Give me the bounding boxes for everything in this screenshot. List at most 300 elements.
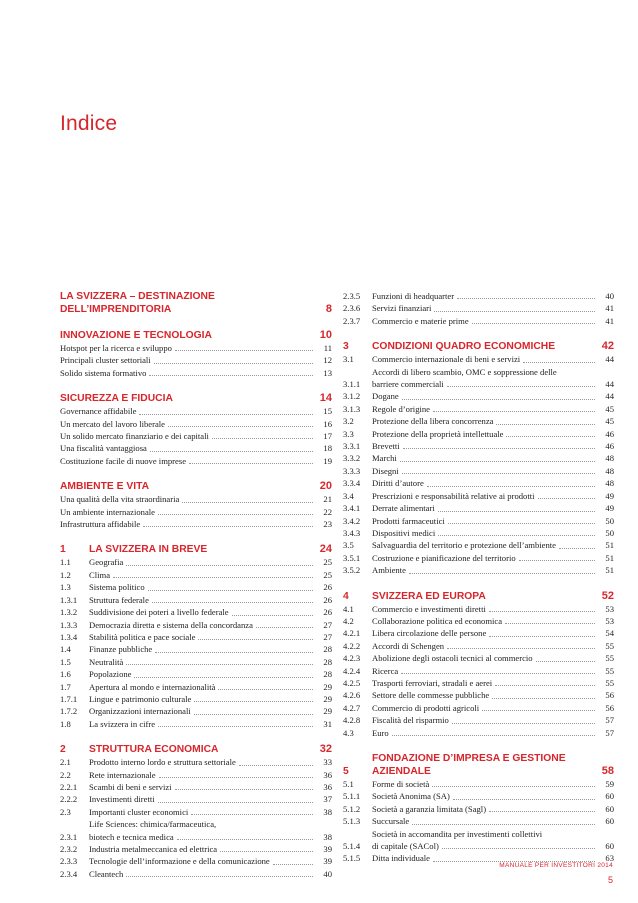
entry-title-text: La svizzera in cifre xyxy=(89,718,156,729)
entry-title xyxy=(372,452,598,464)
toc-entry[interactable] xyxy=(60,656,332,668)
entry-title-line: Società in accomandita per investimenti collettivi xyxy=(372,828,543,839)
toc-entry[interactable] xyxy=(343,689,614,701)
entry-number: 4.2.4 xyxy=(343,665,361,676)
entry-title xyxy=(372,515,598,527)
entry-title xyxy=(60,506,316,518)
spacer xyxy=(343,739,614,752)
entry-title-text: Settore delle commesse pubbliche xyxy=(372,690,490,701)
entry-title-text: Funzioni di headquarter xyxy=(372,291,455,301)
entry-title xyxy=(372,714,598,726)
toc-entry[interactable] xyxy=(343,615,614,627)
toc-left-column xyxy=(60,290,332,880)
entry-page: 38 xyxy=(323,831,332,842)
section-heading[interactable] xyxy=(60,392,332,405)
entry-page: 39 xyxy=(323,844,332,854)
entry-page: 63 xyxy=(605,853,614,864)
dot-leader xyxy=(175,350,313,351)
entry-page: 48 xyxy=(605,478,614,489)
entry-number: 2.2 xyxy=(60,769,71,780)
entry-title-text: Un mercato del lavoro liberale xyxy=(60,418,165,429)
toc-entry[interactable] xyxy=(60,418,332,430)
entry-title xyxy=(372,702,598,714)
entry-title xyxy=(372,665,598,677)
dot-leader xyxy=(402,473,595,474)
toc-entry[interactable] xyxy=(60,569,332,581)
toc-entry[interactable] xyxy=(343,778,614,790)
entry-title xyxy=(372,615,598,627)
toc-entry[interactable] xyxy=(60,855,332,867)
entry-number: 1.8 xyxy=(60,718,71,729)
entry-title-text: Euro xyxy=(372,727,389,738)
section-page: 58 xyxy=(601,765,614,777)
toc-entry[interactable] xyxy=(60,430,332,442)
entry-title xyxy=(372,353,598,365)
entry-title xyxy=(89,693,316,705)
entry-title-text: Popolazione xyxy=(89,669,132,680)
dot-leader xyxy=(392,735,595,736)
toc-entry[interactable] xyxy=(343,452,614,464)
toc-entry[interactable] xyxy=(343,627,614,639)
entry-page: 23 xyxy=(323,519,332,530)
entry-title xyxy=(372,552,598,564)
entry-title-text: Succursale xyxy=(372,816,410,827)
section-page: 42 xyxy=(601,340,614,353)
entry-title-text: Stabilità politica e pace sociale xyxy=(89,631,196,642)
dot-leader xyxy=(452,723,595,724)
entry-title xyxy=(89,769,316,781)
toc-entry[interactable] xyxy=(60,493,332,505)
entry-page: 55 xyxy=(605,653,614,664)
entry-number: 1.1 xyxy=(60,557,71,568)
entry-number: 1.5 xyxy=(60,656,71,667)
section-title: LA SVIZZERA IN BREVE xyxy=(89,544,208,556)
spacer xyxy=(60,316,332,329)
toc-entry[interactable] xyxy=(343,727,614,739)
entry-page: 36 xyxy=(323,781,332,792)
toc-entry[interactable] xyxy=(60,756,332,768)
entry-number: 1.3.3 xyxy=(60,619,78,630)
toc-entry[interactable] xyxy=(60,518,332,530)
toc-entry[interactable] xyxy=(60,606,332,618)
dot-leader xyxy=(447,648,595,649)
entry-page: 51 xyxy=(605,540,614,551)
entry-number: 3.3.4 xyxy=(343,478,361,489)
toc-entry[interactable] xyxy=(343,539,614,551)
toc-entry[interactable] xyxy=(60,668,332,680)
entry-title xyxy=(372,428,598,440)
entry-title xyxy=(89,631,316,643)
section-number: 4 xyxy=(343,590,349,602)
toc-entry[interactable] xyxy=(343,490,614,502)
dot-leader xyxy=(536,661,595,662)
entry-page: 56 xyxy=(605,690,614,701)
entry-page: 56 xyxy=(605,702,614,713)
entry-number: 1.7 xyxy=(60,681,71,692)
dot-leader xyxy=(442,848,595,849)
toc-entry[interactable] xyxy=(60,594,332,606)
dot-leader xyxy=(472,323,595,324)
entry-title-text: Costruzione e pianificazione del territorio xyxy=(372,552,516,563)
entry-number: 4.1 xyxy=(343,603,354,614)
entry-title-text: Sistema politico xyxy=(89,582,145,593)
toc-entry[interactable] xyxy=(343,665,614,677)
entry-title-text: Abolizione degli ostacoli tecnici al commercio xyxy=(372,653,533,664)
toc-entry[interactable] xyxy=(60,442,332,454)
toc-entry[interactable] xyxy=(60,367,332,379)
entry-title xyxy=(89,668,316,680)
toc-entry[interactable] xyxy=(60,556,332,568)
section-number: 2 xyxy=(60,744,66,756)
toc-entry[interactable] xyxy=(343,790,614,802)
entry-page: 54 xyxy=(605,628,614,639)
toc-entry[interactable] xyxy=(343,702,614,714)
entry-page: 18 xyxy=(323,443,332,454)
section-title-line: FONDAZIONE D’IMPRESA E GESTIONE xyxy=(372,753,566,764)
entry-page: 45 xyxy=(605,403,614,414)
entry-title xyxy=(372,290,598,302)
toc-entry[interactable] xyxy=(343,803,614,815)
entry-number: 3.3.1 xyxy=(343,441,361,452)
toc-entry[interactable] xyxy=(343,415,614,427)
section-title: STRUTTURA ECONOMICA xyxy=(89,744,219,756)
entry-page: 37 xyxy=(323,794,332,805)
entry-page: 29 xyxy=(323,706,332,717)
entry-title xyxy=(89,594,316,606)
entry-title-text: Organizzazioni internazionali xyxy=(89,706,191,717)
toc-entry[interactable] xyxy=(343,502,614,514)
toc-entry[interactable] xyxy=(60,818,332,843)
dot-leader xyxy=(198,639,313,640)
entry-title xyxy=(60,518,316,530)
entry-title-text: Dispositivi medici xyxy=(372,527,436,538)
entry-title-text: Prescrizioni e responsabilità relative ai prodotti xyxy=(372,490,535,501)
entry-page: 50 xyxy=(605,527,614,538)
entry-title-text: Commercio e materie prime xyxy=(372,315,469,326)
toc-entry[interactable] xyxy=(60,342,332,354)
entry-number: 5.1.1 xyxy=(343,791,361,802)
dot-leader xyxy=(168,426,313,427)
entry-page: 46 xyxy=(605,441,614,452)
toc-entry[interactable] xyxy=(60,405,332,417)
section-title-line: AZIENDALE xyxy=(372,766,431,777)
entry-title-line: barriere commerciali xyxy=(372,379,444,390)
entry-page: 57 xyxy=(605,715,614,726)
entry-title xyxy=(89,781,316,793)
dot-leader xyxy=(400,461,595,462)
section-title: LA SVIZZERA – DESTINAZIONE DELL’IMPRENDITORIA xyxy=(60,291,215,315)
dot-leader xyxy=(402,399,595,400)
dot-leader xyxy=(538,498,595,499)
dot-leader xyxy=(177,839,313,840)
entry-number: 5.1 xyxy=(343,779,354,789)
entry-number: 3.4.3 xyxy=(343,527,361,538)
entry-page: 45 xyxy=(605,416,614,427)
entry-title-text: Una qualità della vita straordinaria xyxy=(60,494,180,505)
entry-title-text: Disegni xyxy=(372,465,399,476)
entry-number: 2.3.3 xyxy=(60,856,78,867)
entry-number: 3.5.2 xyxy=(343,565,361,576)
entry-title-text: Infrastruttura affidabile xyxy=(60,519,141,530)
entry-number: 3.5.1 xyxy=(343,552,361,563)
entry-number: 2.3 xyxy=(60,806,71,817)
entry-title-text: Protezione della libera concorrenza xyxy=(372,416,494,427)
entry-title xyxy=(60,405,316,417)
toc-entry[interactable] xyxy=(60,793,332,805)
toc-entry[interactable] xyxy=(343,828,614,853)
toc-entry[interactable] xyxy=(60,506,332,518)
toc-entry[interactable] xyxy=(343,640,614,652)
section-heading[interactable] xyxy=(60,329,332,342)
entry-page: 28 xyxy=(323,644,332,655)
entry-number: 1.6 xyxy=(60,669,71,680)
toc-entry[interactable] xyxy=(343,677,614,689)
entry-number: 4.2.3 xyxy=(343,653,361,664)
toc-entry[interactable] xyxy=(343,515,614,527)
section-page: 24 xyxy=(319,543,332,556)
dot-leader xyxy=(126,876,313,877)
entry-title xyxy=(372,527,598,539)
toc-entry[interactable] xyxy=(343,390,614,402)
section-title: AMBIENTE E VITA xyxy=(60,481,150,493)
entry-title-text: Un ambiente internazionale xyxy=(60,506,155,517)
entry-page: 25 xyxy=(323,557,332,568)
entry-title xyxy=(60,367,316,379)
toc-entry[interactable] xyxy=(343,302,614,314)
entry-page: 46 xyxy=(605,428,614,439)
section-number: 1 xyxy=(60,544,66,556)
spacer xyxy=(60,530,332,543)
entry-number: 1.2 xyxy=(60,569,71,580)
entry-title-text: Hotspot per la ricerca e sviluppo xyxy=(60,343,172,353)
entry-title-text: Regole d’origine xyxy=(372,403,430,414)
entry-number: 1.3.4 xyxy=(60,631,78,642)
entry-title xyxy=(372,828,598,853)
entry-title-text: Neutralità xyxy=(89,656,124,667)
toc-entry[interactable] xyxy=(343,815,614,827)
section-page: 14 xyxy=(319,392,332,405)
entry-title-cont xyxy=(89,831,316,843)
entry-title xyxy=(60,342,316,354)
entry-page: 29 xyxy=(323,693,332,704)
toc-entry[interactable] xyxy=(343,428,614,440)
toc-entry[interactable] xyxy=(60,354,332,366)
entry-number: 1.7.2 xyxy=(60,706,78,717)
section-heading[interactable] xyxy=(60,480,332,493)
toc-entry[interactable] xyxy=(60,843,332,855)
entry-title-text: Governance affidabile xyxy=(60,406,137,417)
dot-leader xyxy=(175,789,313,790)
dot-leader xyxy=(194,714,313,715)
entry-page: 31 xyxy=(323,718,332,729)
entry-page: 57 xyxy=(605,727,614,738)
entry-title xyxy=(372,490,598,502)
entry-title xyxy=(372,539,598,551)
entry-title xyxy=(89,756,316,768)
entry-title xyxy=(89,619,316,631)
dot-leader xyxy=(139,414,313,415)
toc-entry[interactable] xyxy=(343,564,614,576)
toc-entry[interactable] xyxy=(60,718,332,730)
entry-title xyxy=(372,815,598,827)
toc-entry[interactable] xyxy=(343,403,614,415)
entry-number: 2.2.1 xyxy=(60,781,78,792)
toc-entry[interactable] xyxy=(343,366,614,391)
entry-title-text: Marchi xyxy=(372,453,397,464)
entry-number: 3.3.2 xyxy=(343,453,361,464)
section-heading[interactable] xyxy=(343,340,614,353)
dot-leader xyxy=(409,573,595,574)
section-number: 3 xyxy=(343,341,349,353)
dot-leader xyxy=(158,802,313,803)
entry-title xyxy=(60,493,316,505)
entry-page: 26 xyxy=(323,594,332,605)
dot-leader xyxy=(220,851,313,852)
entry-number: 1.4 xyxy=(60,644,71,655)
dot-leader xyxy=(189,463,313,464)
entry-title xyxy=(372,778,598,790)
toc-entry[interactable] xyxy=(343,552,614,564)
entry-page: 44 xyxy=(605,354,614,365)
dot-leader xyxy=(113,577,313,578)
toc-entry[interactable] xyxy=(60,806,332,818)
entry-title-text: Commercio e investimenti diretti xyxy=(372,603,486,614)
entry-number: 3.4 xyxy=(343,490,354,501)
dot-leader xyxy=(495,685,595,686)
entry-title-text: Solido sistema formativo xyxy=(60,367,147,378)
entry-title xyxy=(372,689,598,701)
section-page: 20 xyxy=(319,480,332,493)
section-heading[interactable] xyxy=(60,743,332,756)
entry-page: 22 xyxy=(323,506,332,517)
entry-number: 3.1 xyxy=(343,354,354,365)
section-heading[interactable] xyxy=(60,543,332,556)
toc-entry[interactable] xyxy=(343,477,614,489)
toc-entry[interactable] xyxy=(60,705,332,717)
toc-entry[interactable] xyxy=(60,781,332,793)
entry-title-text: Ambiente xyxy=(372,565,406,576)
entry-page: 13 xyxy=(323,367,332,378)
entry-page: 60 xyxy=(605,791,614,802)
section-title: SVIZZERA ED EUROPA xyxy=(372,590,486,602)
entry-title-text: Servizi finanziari xyxy=(372,303,432,314)
entry-page: 36 xyxy=(323,769,332,780)
dot-leader xyxy=(427,486,595,487)
entry-title-text: Collaborazione politica ed economica xyxy=(372,615,503,626)
entry-title-text: Cleantech xyxy=(89,868,124,879)
entry-title xyxy=(60,455,316,467)
entry-title-text: Importanti cluster economici xyxy=(89,806,189,817)
entry-number: 2.3.2 xyxy=(60,844,78,854)
entry-number: 5.1.2 xyxy=(343,803,361,814)
entry-number: 2.3.5 xyxy=(343,291,361,301)
dot-leader xyxy=(453,799,595,800)
entry-page: 44 xyxy=(605,391,614,402)
entry-page: 33 xyxy=(323,757,332,768)
entry-number: 1.3.1 xyxy=(60,594,78,605)
entry-title xyxy=(60,354,316,366)
toc-entry[interactable] xyxy=(60,581,332,593)
toc-entry[interactable] xyxy=(60,455,332,467)
dot-leader xyxy=(232,615,313,616)
entry-title xyxy=(372,640,598,652)
entry-number: 4.2.5 xyxy=(343,677,361,688)
entry-title-text: Dogane xyxy=(372,391,399,402)
entry-page: 27 xyxy=(323,631,332,642)
section-page: 10 xyxy=(319,329,332,341)
entry-title-text: Una fiscalità vantaggiosa xyxy=(60,443,147,454)
dot-leader xyxy=(457,298,595,299)
toc-entry[interactable] xyxy=(343,714,614,726)
entry-title-text: Società Anonima (SA) xyxy=(372,791,450,802)
toc-entry[interactable] xyxy=(60,619,332,631)
entry-title-text: Geografia xyxy=(89,557,124,568)
entry-number: 2.3.7 xyxy=(343,315,361,326)
toc-entry[interactable] xyxy=(60,868,332,880)
entry-title-text: Protezione della proprietà intellettuale xyxy=(372,428,504,439)
entry-page: 27 xyxy=(323,619,332,630)
toc-entry[interactable] xyxy=(343,315,614,327)
entry-title-text: Struttura federale xyxy=(89,594,149,605)
entry-number: 3.5 xyxy=(343,540,354,551)
entry-page: 60 xyxy=(605,803,614,814)
entry-number: 3.1.2 xyxy=(343,391,361,402)
entry-title-text: Un solido mercato finanziario e dei capitali xyxy=(60,431,209,442)
entry-number: 2.3.1 xyxy=(60,831,78,842)
dot-leader xyxy=(489,811,595,812)
entry-page: 60 xyxy=(605,816,614,827)
entry-page: 16 xyxy=(323,418,332,429)
entry-page: 51 xyxy=(605,552,614,563)
entry-title xyxy=(372,502,598,514)
entry-title xyxy=(372,564,598,576)
entry-title-line: Accordi di libero scambio, OMC e soppressione delle xyxy=(372,366,557,377)
toc-entry[interactable] xyxy=(60,681,332,693)
toc-entry[interactable] xyxy=(343,652,614,664)
dot-leader xyxy=(447,386,595,387)
entry-page: 15 xyxy=(323,406,332,417)
toc-entry[interactable] xyxy=(343,603,614,615)
toc-entry[interactable] xyxy=(60,643,332,655)
entry-title-text: Finanze pubbliche xyxy=(89,644,153,655)
entry-title xyxy=(89,868,316,880)
section-title xyxy=(372,752,598,778)
entry-page: 49 xyxy=(605,490,614,501)
section-page: 52 xyxy=(601,589,614,602)
toc-entry[interactable] xyxy=(60,693,332,705)
section-heading[interactable] xyxy=(343,752,614,778)
toc-entry[interactable] xyxy=(343,353,614,365)
entry-title-text: Investimenti diretti xyxy=(89,794,155,805)
toc-entry[interactable] xyxy=(60,769,332,781)
toc-entry[interactable] xyxy=(343,440,614,452)
entry-page: 55 xyxy=(605,665,614,676)
section-title: CONDIZIONI QUADRO ECONOMICHE xyxy=(372,341,556,353)
toc-entry[interactable] xyxy=(343,290,614,302)
entry-title-text: Ditta individuale xyxy=(372,853,430,864)
entry-title xyxy=(89,681,316,693)
section-heading[interactable] xyxy=(60,290,332,316)
entry-page: 41 xyxy=(605,315,614,326)
section-heading[interactable] xyxy=(343,590,614,603)
toc-entry[interactable] xyxy=(343,527,614,539)
toc-entry[interactable] xyxy=(343,465,614,477)
entry-page: 40 xyxy=(323,868,332,879)
entry-title-text: Forme di società xyxy=(372,779,430,789)
toc-entry[interactable] xyxy=(60,631,332,643)
entry-title-text: Salvaguardia del territorio e protezione dell’ambiente xyxy=(372,540,556,551)
entry-title-text: Rete internazionale xyxy=(89,769,156,780)
